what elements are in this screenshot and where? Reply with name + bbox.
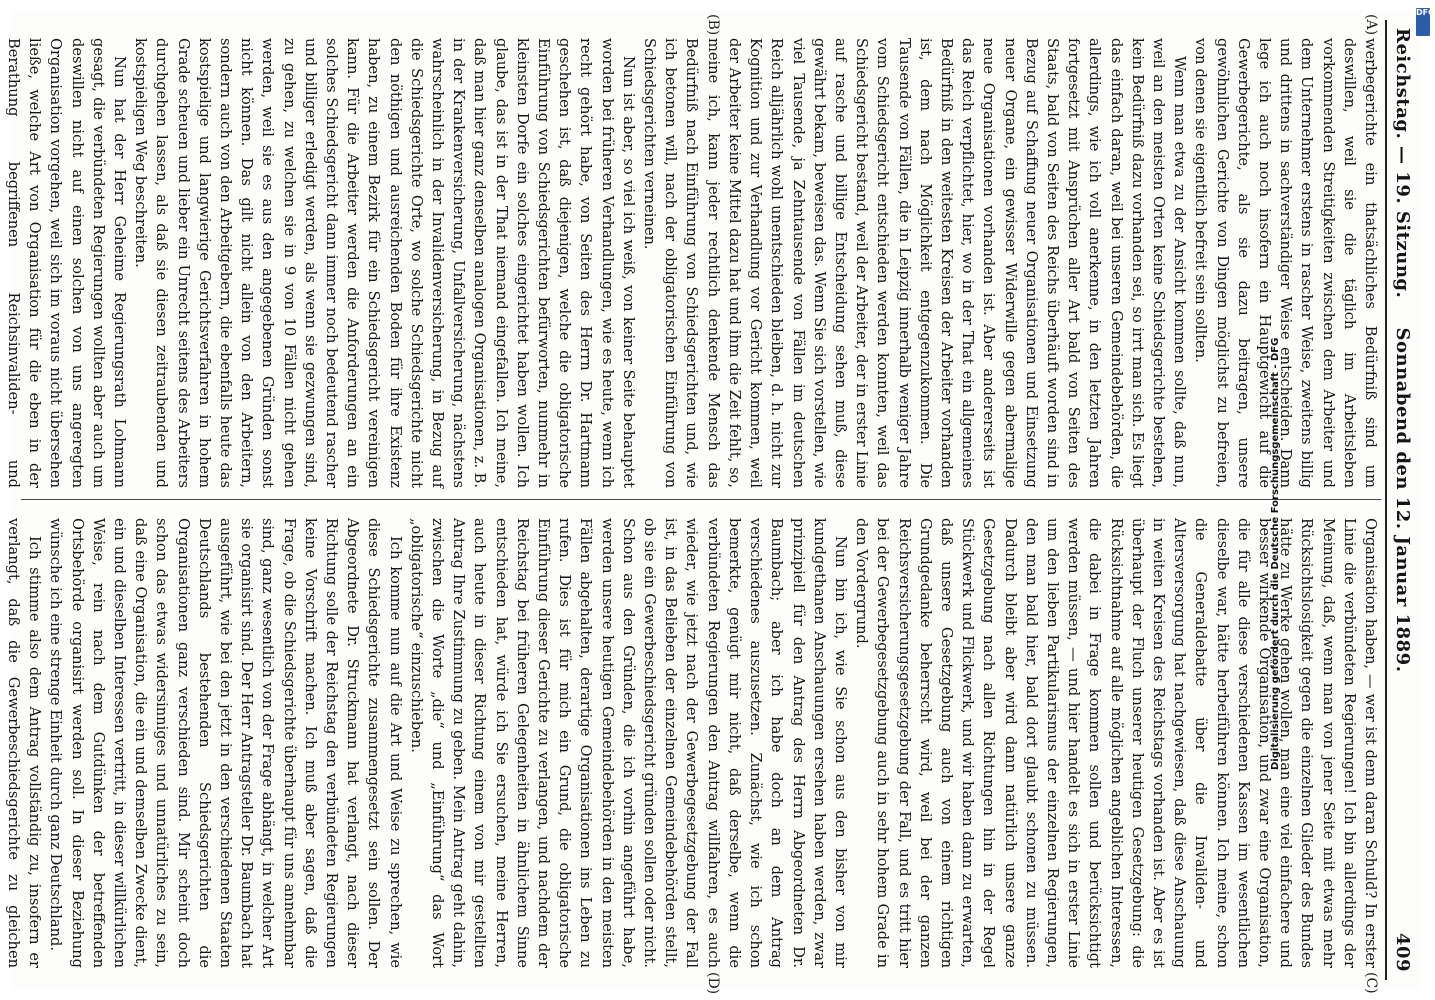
margin-marker-c: (C) — [1363, 972, 1379, 994]
margin-marker-a: (A) — [1363, 14, 1379, 36]
text-column-left — [5, 38, 1381, 488]
text-column-right — [5, 518, 1381, 968]
margin-marker-d: (D) — [705, 972, 721, 995]
paragraph: Wenn man etwa zu der Ansicht kommen sollte, daß nun, weil an den meisten Orten keine Schiedsgerichte bestehen, kein Bedürfniß dazu vorhanden sei, so irrt man sich. Es liegt das einfach daran, weil bei unseren Gemeindebehörden, die allerdings, wie ich voll anerkenne, in den letzten Jahren fortgesetzt mit Ansprüchen aller Art bald von Seiten des Staats, bald von Seiten des Reichs überhäuft worden sind in Bezug auf Schaffung neuer Organisationen und Einsetzung neuer Organe, ein gewisser Widerwille gegen abermalige neue Organisationen vorhanden ist. Aber andererseits ist das Reich verpflichtet, hier, wo in der That ein allgemeines Bedürfniß in den weitesten Kreisen der Arbeiter vorhanden ist, dem nach Möglichkeit entgegenzukommen. Die Tausende von Fällen, die in Leipzig innerhalb weniger Jahre vom Schiedsgericht entschieden werden konnten, weil das Schiedsgericht bestand, weil der Arbeiter, der in erster Linie auf rasche und billige Entscheidung sehen muß, diese gewährt bekam, beweisen das. Wenn Sie sich vorstellen, wie viel Tausende, ja Zehntausende von Fällen im deutschen Reich alljährlich wohl unentschieden bleiben, d. h. nicht zur Kognition und zur Verhandlung vor Gericht kommen, weil der Arbeiter keine Mittel dazu hat und ihm die Zeit fehlt, so, meine ich, kann jeder rechtlich denkende Mensch das Bedürfniß nach Einführung von Schiedsgerichten und, wie ich betonen will, nach der obligatorischen Einführung von Schiedsgerichten verneinen. — [641, 38, 1189, 488]
page-header — [1389, 28, 1413, 972]
paragraph: Nun bin ich, wie Sie schon aus den bisher von mir kundgethanen Anschauungen ersehen haben werden, zwar prinzipiell für den Antrag des Herrn Abgeordneten Dr. Baumbach; aber ich habe doch an dem Antrag verschiedenes auszusetzen. Zunächst, wie ich schon bemerkte, genügt mir nicht, daß derselbe, wenn die verbündeten Regierungen den Antrag willfahren, es auch wieder, wie jetzt nach der Gewerbegesetzgebung der Fall ist, in das Belieben der einzelnen Gemeindebehörden stellt, ob sie ein Gewerbeschiedsgericht gründen sollen oder nicht. Schon aus den Gründen, die ich vorhin angeführt habe, werden unsere heutigen Gemeindebehörden in den meisten Fällen abgehalten, derartige Organisationen ins Leben zu rufen. Dies ist für mich ein Grund, die obligatorische Einführung dieser Gerichte zu verlangen, und nachdem der Reichstag bei früheren Gelegenheiten in ähnlichem Sinne entschieden hat, würde ich Sie ersuchen, meine Herren, auch heute in dieser Richtung einem von mir gestellten Antrag Ihre Zustimmung zu geben. Mein Antrag geht dahin, zwischen die Worte „die“ und „Einführung“ das Wort „obligatorische“ einzuschieben. — [407, 518, 849, 968]
digitization-credit: Digitalisierung gefördert durch die Deutsche Forschungsgemeinschaft - DFG — [1270, 337, 1281, 770]
column-divider — [21, 499, 1381, 500]
paragraph: Organisation haben, — wer ist denn daran Schuld? In erster Linie die verbündeten Regierungen! Ich bin allerdings der Meinung, daß, wenn man von jener Seite mit etwas mehr Rücksichtslosigkeit gegen die einzelnen Glieder des Bundes hätte zu Werke gehen wollen, man eine viel einfachere und besser wirkende Organisation, und zwar eine Organisation, die für alle diese verschiedenen Kassen im wesentlichen dieselbe war, hätte herbeiführen können. Ich meine, schon die Generaldebatte über die Invaliden- und Altersversorgung hat nachgewiesen, daß diese Anschauung in weiten Kreisen des Reichstags vorhanden ist. Aber es ist überhaupt der Fluch unserer heutigen Gesetzgebung: die Rücksichtnahme auf alle möglichen angeblichen Interessen, die dabei in Frage kommen sollen und berücksichtigt werden müssen, — und hier handelt es sich in erster Linie um den lieben Partikularismus der einzelnen Regierungen, den man bald hier, bald dort glaubt schonen zu müssen. Dadurch bleibt aber wird dann natürlich unsere ganze Gesetzgebung nach allen Richtungen hin in der Regel Stückwerk und Flickwerk, und wir haben dann zu erwarten, daß unsere Gesetzgebung auch von einem richtigen Grundgedanke beherrscht wird, weil bei der ganzen Reichsversicherungsgesetzgebung der Fall, und es tritt hier bei der Gewerbegesetzgebung auch in sehr hohem Grade in den Vordergrund. — [853, 518, 1379, 968]
paragraph: Nun hat der Herr Geheime Regierungsrath Lohmann gesagt, die verbündeten Regierungen wollten aber auch um deswillen nicht auf einen solchen von uns angeregten Organisation vorgehen, weil sich im voraus nicht übersehen ließe, welche Art von Organisation für die eben in der Berathung begriffenen Reichsinvaliden- und — [5, 38, 129, 488]
paragraph: Ich stimme also dem Antrag vollständig zu, insofern er verlangt, daß die Gewerbeschiedsgerichte zu gleichen — [5, 518, 44, 968]
paragraph: Nun ist aber, so viel ich weiß, von keiner Seite behauptet worden bei früheren Verhandlungen, wie es heute, wenn ich recht gehört habe, von Seiten des Herrn Dr. Hartmann geschehen ist, daß diejenigen, welche die obligatorische Einführung von Schiedsgerichten befürworten, nunmehr in kleinsten Dorfe ein solches eingerichtet haben wollen. Ich glaube, das ist in der That niemand eingefallen. Ich meine, daß man hier ganz denselben analogen Organisationen, z. B. in der Krankenversicherung, Unfallversicherung, nächstens wahrscheinlich in der Invalidenversicherung, in Bezug auf die Schiedsgerichte Orte, wo solche Schiedsgerichte nicht den nöthigen und ausreichenden Boden für ihre Existenz haben, zu einem Bezirk für ein Schiedsgericht vereinigen kann. Für die Arbeiter werden die Anforderungen an ein solches Schiedsgericht dann immer noch bedeutend rascher und billiger erledigt werden, als wenn sie gezwungen sind, zu gehen, zu welchen sie in 9 von 10 Fällen nicht gehen werden, weil sie es aus den angegebenen Gründen sonst nicht können. Das gilt nicht allein von den Arbeitern, sondern auch von den Arbeitgebern, die ebenfalls heute das kostspielige und langwierige Gerichtsverfahren in hohem Grade scheuen und lieber ein Unrecht seitens des Arbeiters durchgehen lassen, als daß sie diesen zeitraubenden und kostspieligen Weg beschreiten. — [132, 38, 637, 488]
header-rule — [1385, 20, 1387, 980]
header-session: Reichstag. — 19. Sitzung. — [1392, 28, 1413, 299]
newspaper-page — [5, 10, 1421, 995]
page-number: 409 — [1392, 932, 1413, 972]
dfg-logo: DFG — [1416, 8, 1430, 36]
header-date: Sonnabend den 12. Januar 1889. — [1392, 327, 1413, 673]
paragraph: Ich komme nun auf die Art und Weise zu sprechen, wie diese Schiedsgerichte zusammengesetzt sein sollen. Der Abgeordnete Dr. Struckmann hat verlangt, nach dieser Richtung solle der Reichstag den verbündeten Regierungen keine Vorschrift machen. Ich muß aber sagen, daß die Frage, ob die Schiedsgerichte überhaupt für uns annehmbar sind, ganz wesentlich von der Frage abhängt, in welcher Art sie organisirt sind. Der Herr Antragsteller Dr. Baumbach hat ausgeführt, wie bei den jetzt in den verschiedenen Staaten Deutschlands bestehenden Schiedsgerichten die Organisationen ganz verschieden sind. Mir scheint doch schon das etwas widersinniges und unnatürliches zu sein, daß eine Organisation, die ein und demselben Zwecke dient, ein und dieselben Interessen vertritt, in dieser willkürlichen Weise, rein nach dem Gutdünken der betreffenden Ortsbehörde organisirt werden soll. In dieser Beziehung wünsche ich eine strenge Einheit durch ganz Deutschland. — [47, 518, 404, 968]
paragraph: werbegerichte ein thatsächliches Bedürfniß sind um deswillen, weil sie die täglich im Arbeitsleben vorkommenden Streitigkeiten zwischen dem Arbeiter und dem Unternehmer erstens in rascher Weise, zweitens billig und drittens in sachverständiger Weise entscheiden. Dann lege ich auch noch insofern ein Hauptgewicht auf die Gewerbegerichte, als sie dazu beitragen, unsere gewöhnlichen Gerichte von Dingen möglichst zu befreien, von denen sie eigentlich befreit sein sollten. — [1192, 38, 1379, 488]
margin-marker-b: (B) — [705, 14, 721, 36]
